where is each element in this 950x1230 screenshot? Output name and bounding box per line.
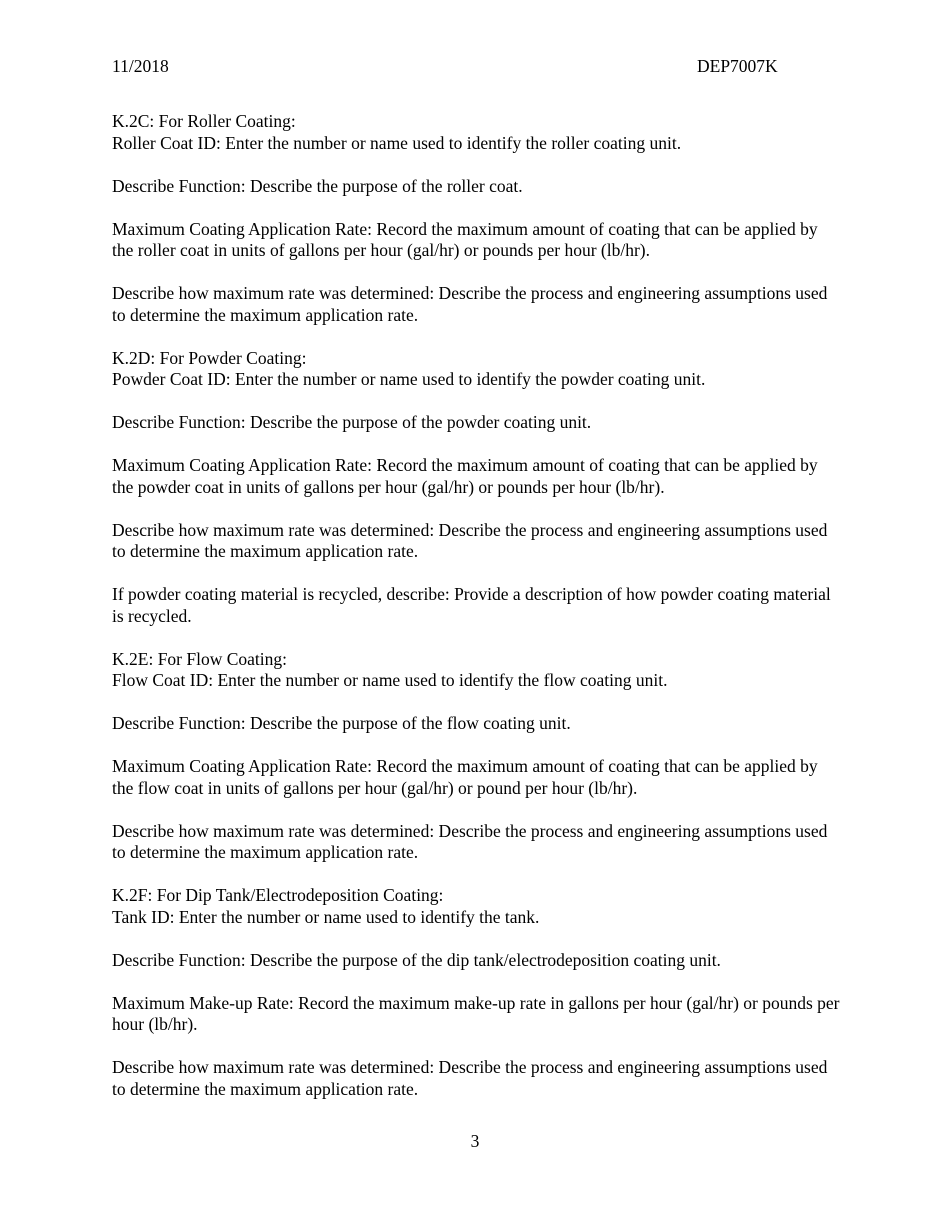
section-k2c-first-block (112, 111, 842, 154)
flow-describe-function-text: Describe Function: Describe the purpose of the flow coating unit. (112, 713, 571, 733)
header-form-id: DEP7007K (697, 56, 778, 76)
section-heading-k2c: K.2C: For Roller Coating: (112, 111, 296, 131)
tank-describe-function-text: Describe Function: Describe the purpose of the dip tank/electrodeposition coating unit. (112, 949, 721, 970)
tank-rate-determined-text: Describe how maximum rate was determined: Describe the process and engineering assumptions used to determine the maximum application rate. (112, 1057, 828, 1099)
roller-coat-id-text: Roller Coat ID: Enter the number or name used to identify the roller coating unit. (112, 132, 682, 153)
powder-max-rate-text: Maximum Coating Application Rate: Record the maximum amount of coating that can be applied by the powder coat in units of gallons per hour (gal/hr) or pounds per hour (lb/hr). (112, 455, 818, 497)
flow-coat-id-text: Flow Coat ID: Enter the number or name used to identify the flow coating unit. (112, 670, 668, 690)
document-body (112, 111, 842, 1122)
roller-rate-determined-text: Describe how maximum rate was determined: Describe the process and engineering assumptions used to determine the maximum application rate. (112, 283, 828, 325)
section-heading-k2d: K.2D: For Powder Coating: (112, 347, 307, 368)
section-k2f-first-block (112, 885, 842, 928)
header-date: 11/2018 (112, 56, 169, 76)
roller-describe-function-text: Describe Function: Describe the purpose of the roller coat. (112, 175, 523, 196)
page-number: 3 (470, 1131, 480, 1151)
flow-max-rate-text: Maximum Coating Application Rate: Record the maximum amount of coating that can be applied by the flow coat in units of gallons per hour (gal/hr) or pound per hour (lb/hr). (112, 756, 818, 798)
tank-id-text: Tank ID: Enter the number or name used to identify the tank. (112, 906, 540, 927)
section-k2d-first-block (112, 348, 842, 391)
powder-describe-function-text: Describe Function: Describe the purpose of the powder coating unit. (112, 412, 592, 432)
section-k2e-first-block (112, 649, 842, 692)
powder-recycled-text: If powder coating material is recycled, describe: Provide a description of how powder coating material is recycled. (112, 584, 831, 626)
tank-max-makeup-rate-text: Maximum Make-up Rate: Record the maximum make-up rate in gallons per hour (gal/hr) or pounds per hour (lb/hr). (112, 992, 840, 1034)
section-heading-k2e: K.2E: For Flow Coating: (112, 648, 288, 669)
roller-max-rate-text: Maximum Coating Application Rate: Record the maximum amount of coating that can be applied by the roller coat in units of gallons per hour (gal/hr) or pounds per hour (lb/hr). (112, 218, 818, 260)
powder-coat-id-text: Powder Coat ID: Enter the number or name used to identify the powder coating unit. (112, 369, 706, 389)
flow-rate-determined-text: Describe how maximum rate was determined: Describe the process and engineering assumptions used to determine the maximum application rate. (112, 820, 828, 862)
powder-rate-determined-text: Describe how maximum rate was determined: Describe the process and engineering assumptions used to determine the maximum application rate. (112, 519, 828, 561)
section-heading-k2f: K.2F: For Dip Tank/Electrodeposition Coating: (112, 885, 444, 905)
